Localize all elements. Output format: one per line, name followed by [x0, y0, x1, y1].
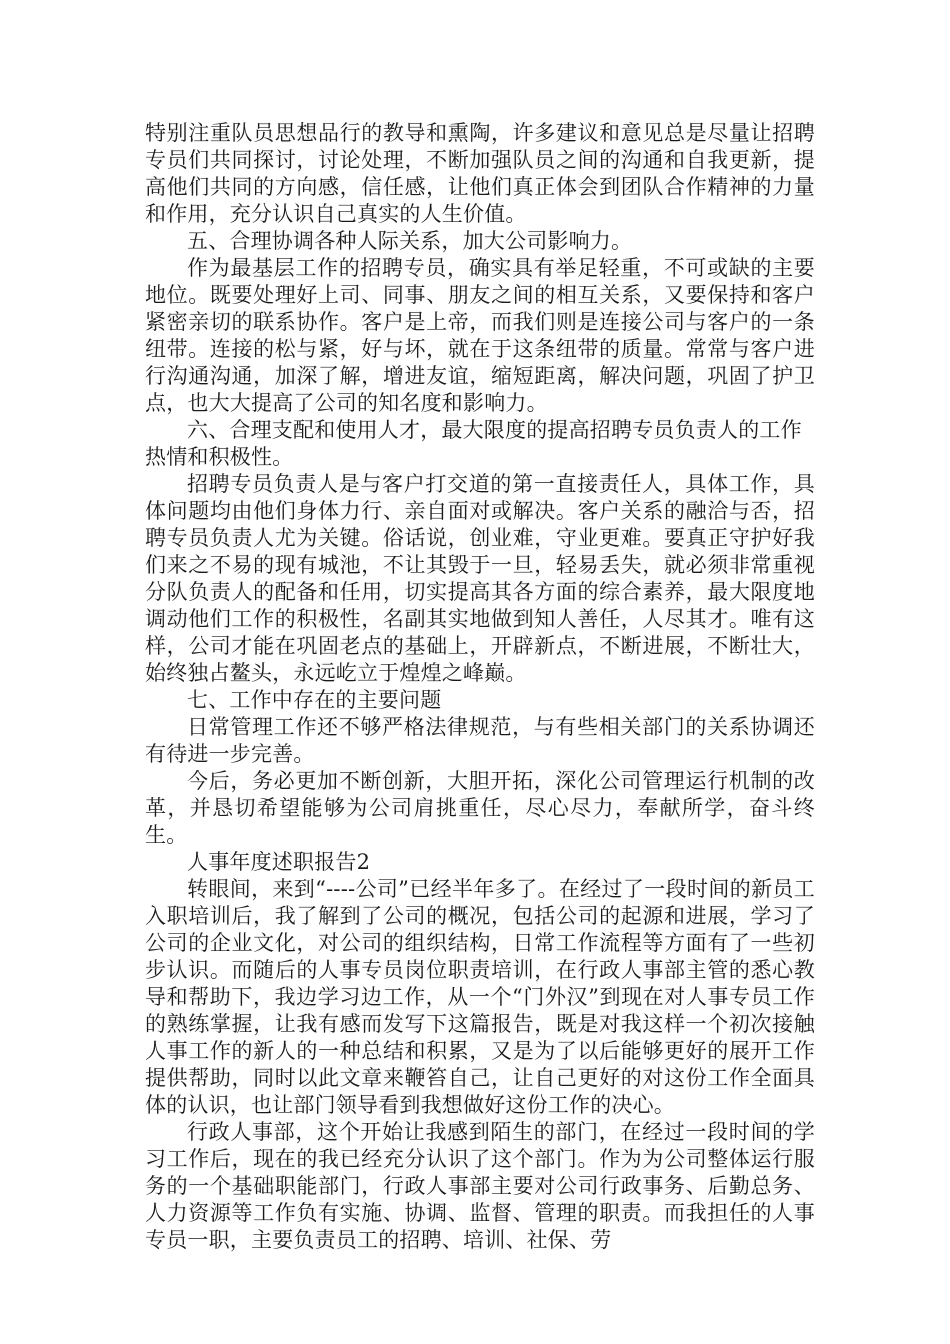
- body-paragraph: 招聘专员负责人是与客户打交道的第一直接责任人，具体工作，具体问题均由他们身体力行、亲自面对或解决。客户关系的融洽与否，招聘专员负责人尤为关键。俗话说，创业难，守业更难。要真正守护好我们来之不易的现有城池，不让其毁于一旦，轻易丢失，就必须非常重视分队负责人的配备和任用，切实提高其各方面的综合素养，最大限度地调动他们工作的积极性，名副其实地做到知人善任，人尽其才。唯有这样，公司才能在巩固老点的基础上，开辟新点，不断进展，不断壮大，始终独占鳌头，永远屹立于煌煌之峰巅。: [145, 472, 815, 685]
- report-title-2: 人事年度述职报告2: [187, 850, 371, 874]
- section-heading-7: 七、工作中存在的主要问题: [187, 688, 442, 712]
- body-paragraph: 转眼间，来到“----公司”已经半年多了。在经过了一段时间的新员工入职培训后，我了解到了公司的概况，包括公司的起源和进展，学习了公司的企业文化，对公司的组织结构，日常工作流程等方面有了一些初步认识。而随后的人事专员岗位职责培训，在行政人事部主管的悉心教导和帮助下，我边学习边工作，从一个“门外汉”到现在对人事专员工作的熟练掌握，让我有感而发写下这篇报告，既是对我这样一个初次接触人事工作的新人的一种总结和积累，又是为了以后能够更好的展开工作提供帮助，同时以此文章来鞭笞自己，让自己更好的对这份工作全面具体的认识，也让部门领导看到我想做好这份工作的决心。: [145, 877, 815, 1117]
- document-page: [145, 120, 815, 1254]
- section-heading-6: 六、合理支配和使用人才，最大限度的提高招聘专员负责人的工作热情和积极性。: [145, 418, 802, 469]
- body-paragraph: 作为最基层工作的招聘专员，确实具有举足轻重，不可或缺的主要地位。既要处理好上司、同事、朋友之间的相互关系，又要保持和客户紧密亲切的联系协作。客户是上帝，而我们则是连接公司与客户的一条纽带。连接的松与紧，好与坏，就在于这条纽带的质量。常常与客户进行沟通沟通，加深了解，增进友谊，缩短距离，解决问题，巩固了护卫点，也大大提高了公司的知名度和影响力。: [145, 256, 815, 415]
- section-heading-5: 五、合理协调各种人际关系，加大公司影响力。: [187, 229, 633, 253]
- body-paragraph: 今后，务必更加不断创新，大胆开拓，深化公司管理运行机制的改革，并恳切希望能够为公司肩挑重任，尽心尽力，奉献所学，奋斗终生。: [145, 769, 815, 847]
- body-paragraph: 日常管理工作还不够严格法律规范，与有些相关部门的关系协调还有待进一步完善。: [145, 715, 815, 766]
- body-paragraph: 行政人事部，这个开始让我感到陌生的部门，在经过一段时间的学习工作后，现在的我已经充分认识了这个部门。作为为公司整体运行服务的一个基础职能部门，行政人事部主要对公司行政事务、后勤总务、人力资源等工作负有实施、协调、监督、管理的职责。而我担任的人事专员一职，主要负责员工的招聘、培训、社保、劳: [145, 1120, 815, 1252]
- body-paragraph-continued: 特别注重队员思想品行的教导和熏陶，许多建议和意见总是尽量让招聘专员们共同探讨，讨论处理，不断加强队员之间的沟通和自我更新，提高他们共同的方向感，信任感，让他们真正体会到团队合作精神的力量和作用，充分认识自己真实的人生价值。: [145, 121, 815, 226]
